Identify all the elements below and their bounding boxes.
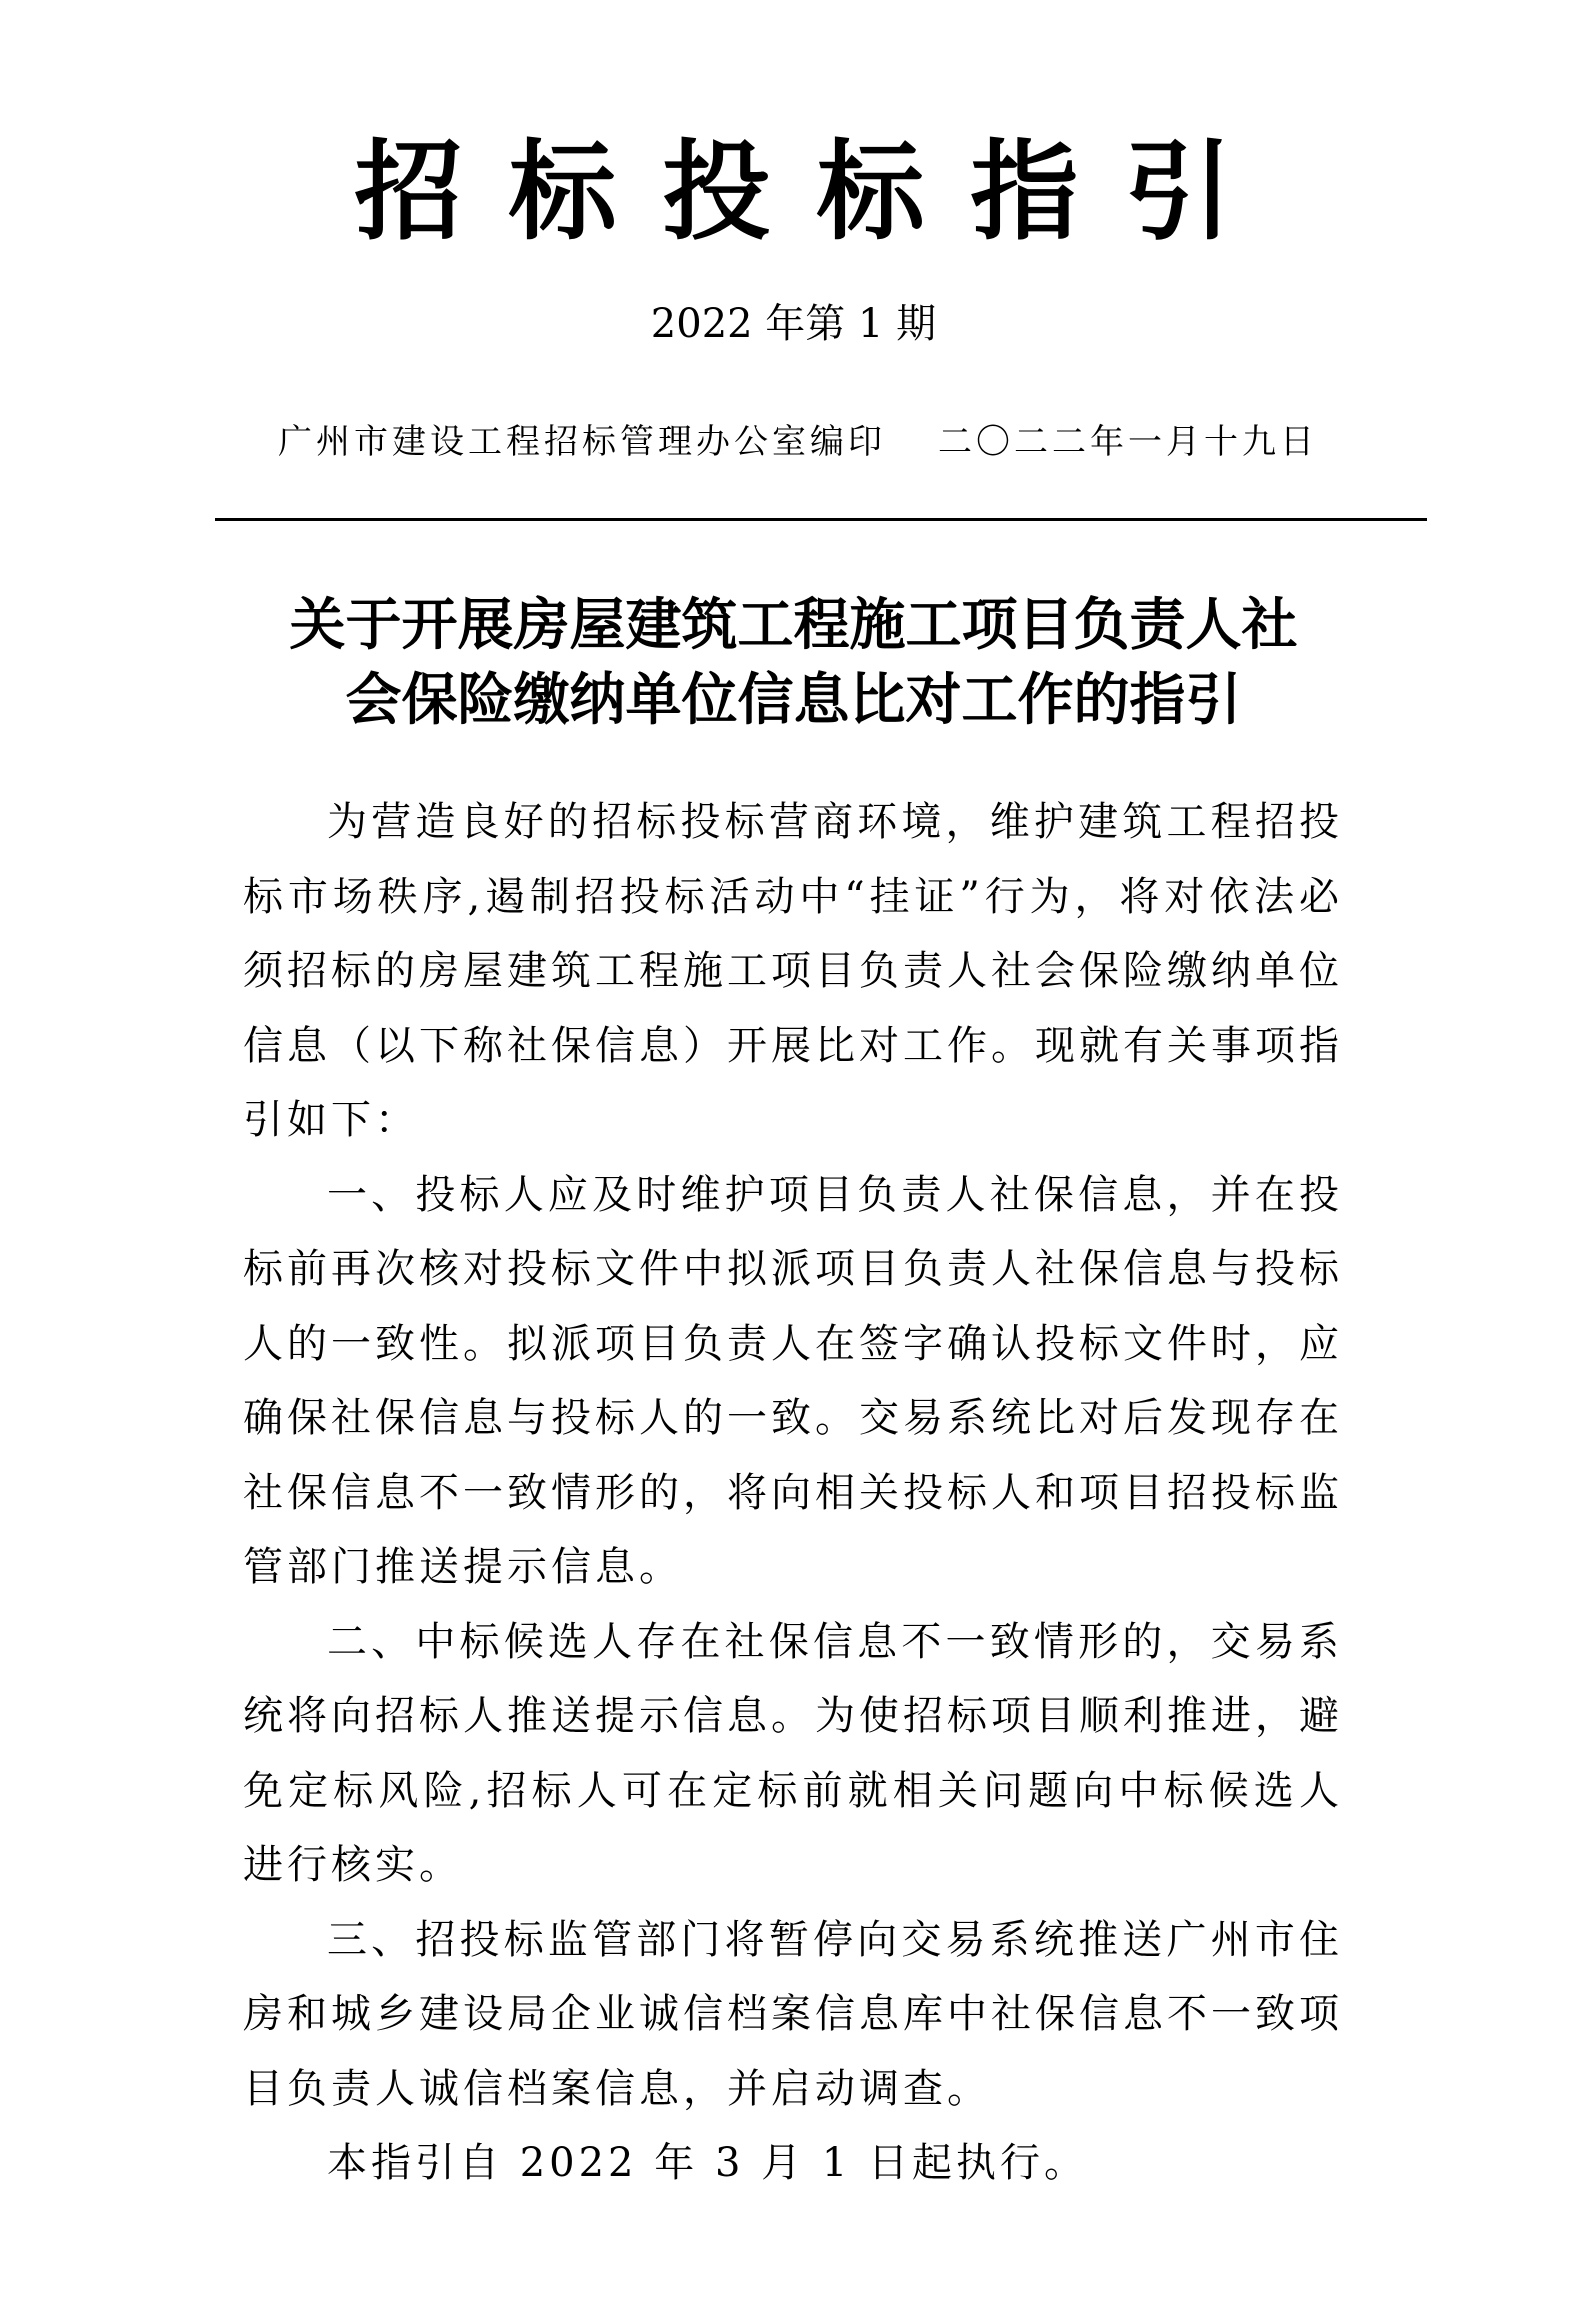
paragraph-item-1: 一、投标人应及时维护项目负责人社保信息，并在投标前再次核对投标文件中拟派项目负责人社保信息与投标人的一致性。拟派项目负责人在签字确认投标文件时，应确保社保信息与投标人的一致。交易系统比对后发现存在社保信息不一致情形的，将向相关投标人和项目招投标监管部门推送提示信息。 — [243, 1171, 1343, 1590]
masthead-title: 招标投标指引 — [354, 130, 1279, 255]
issue-number: 2022 年第 1 期 — [650, 301, 937, 347]
paragraph-intro: 为营造良好的招标投标营商环境，维护建筑工程招投标市场秩序,遏制招投标活动中“挂证”行为，将对依法必须招标的房屋建筑工程施工项目负责人社会保险缴纳单位信息（以下称社保信息）开展比对工作。现就有关事项指引如下： — [243, 799, 1343, 1143]
header-divider — [215, 518, 1427, 521]
document-body — [243, 785, 1343, 2201]
document-title-line: 关于开展房屋建筑工程施工项目负责人社 — [289, 593, 1298, 658]
publisher-line — [278, 418, 1318, 466]
paragraph-item-2: 二、中标候选人存在社保信息不一致情形的，交易系统将向招标人推送提示信息。为使招标项目顺利推进，避免定标风险,招标人可在定标前就相关问题向中标候选人进行核实。 — [243, 1618, 1343, 1888]
document-title-line: 会保险缴纳单位信息比对工作的指引 — [345, 668, 1242, 733]
paragraph-item-3: 三、招投标监管部门将暂停向交易系统推送广州市住房和城乡建设局企业诚信档案信息库中社保信息不一致项目负责人诚信档案信息，并启动调查。 — [243, 1916, 1343, 2112]
document-title — [180, 588, 1407, 738]
paragraph-effective-date: 本指引自 2022 年 3 月 1 日起执行。 — [327, 2140, 1088, 2186]
publish-date: 二〇二二年一月十九日 — [938, 422, 1318, 462]
publisher: 广州市建设工程招标管理办公室编印 — [278, 422, 886, 462]
